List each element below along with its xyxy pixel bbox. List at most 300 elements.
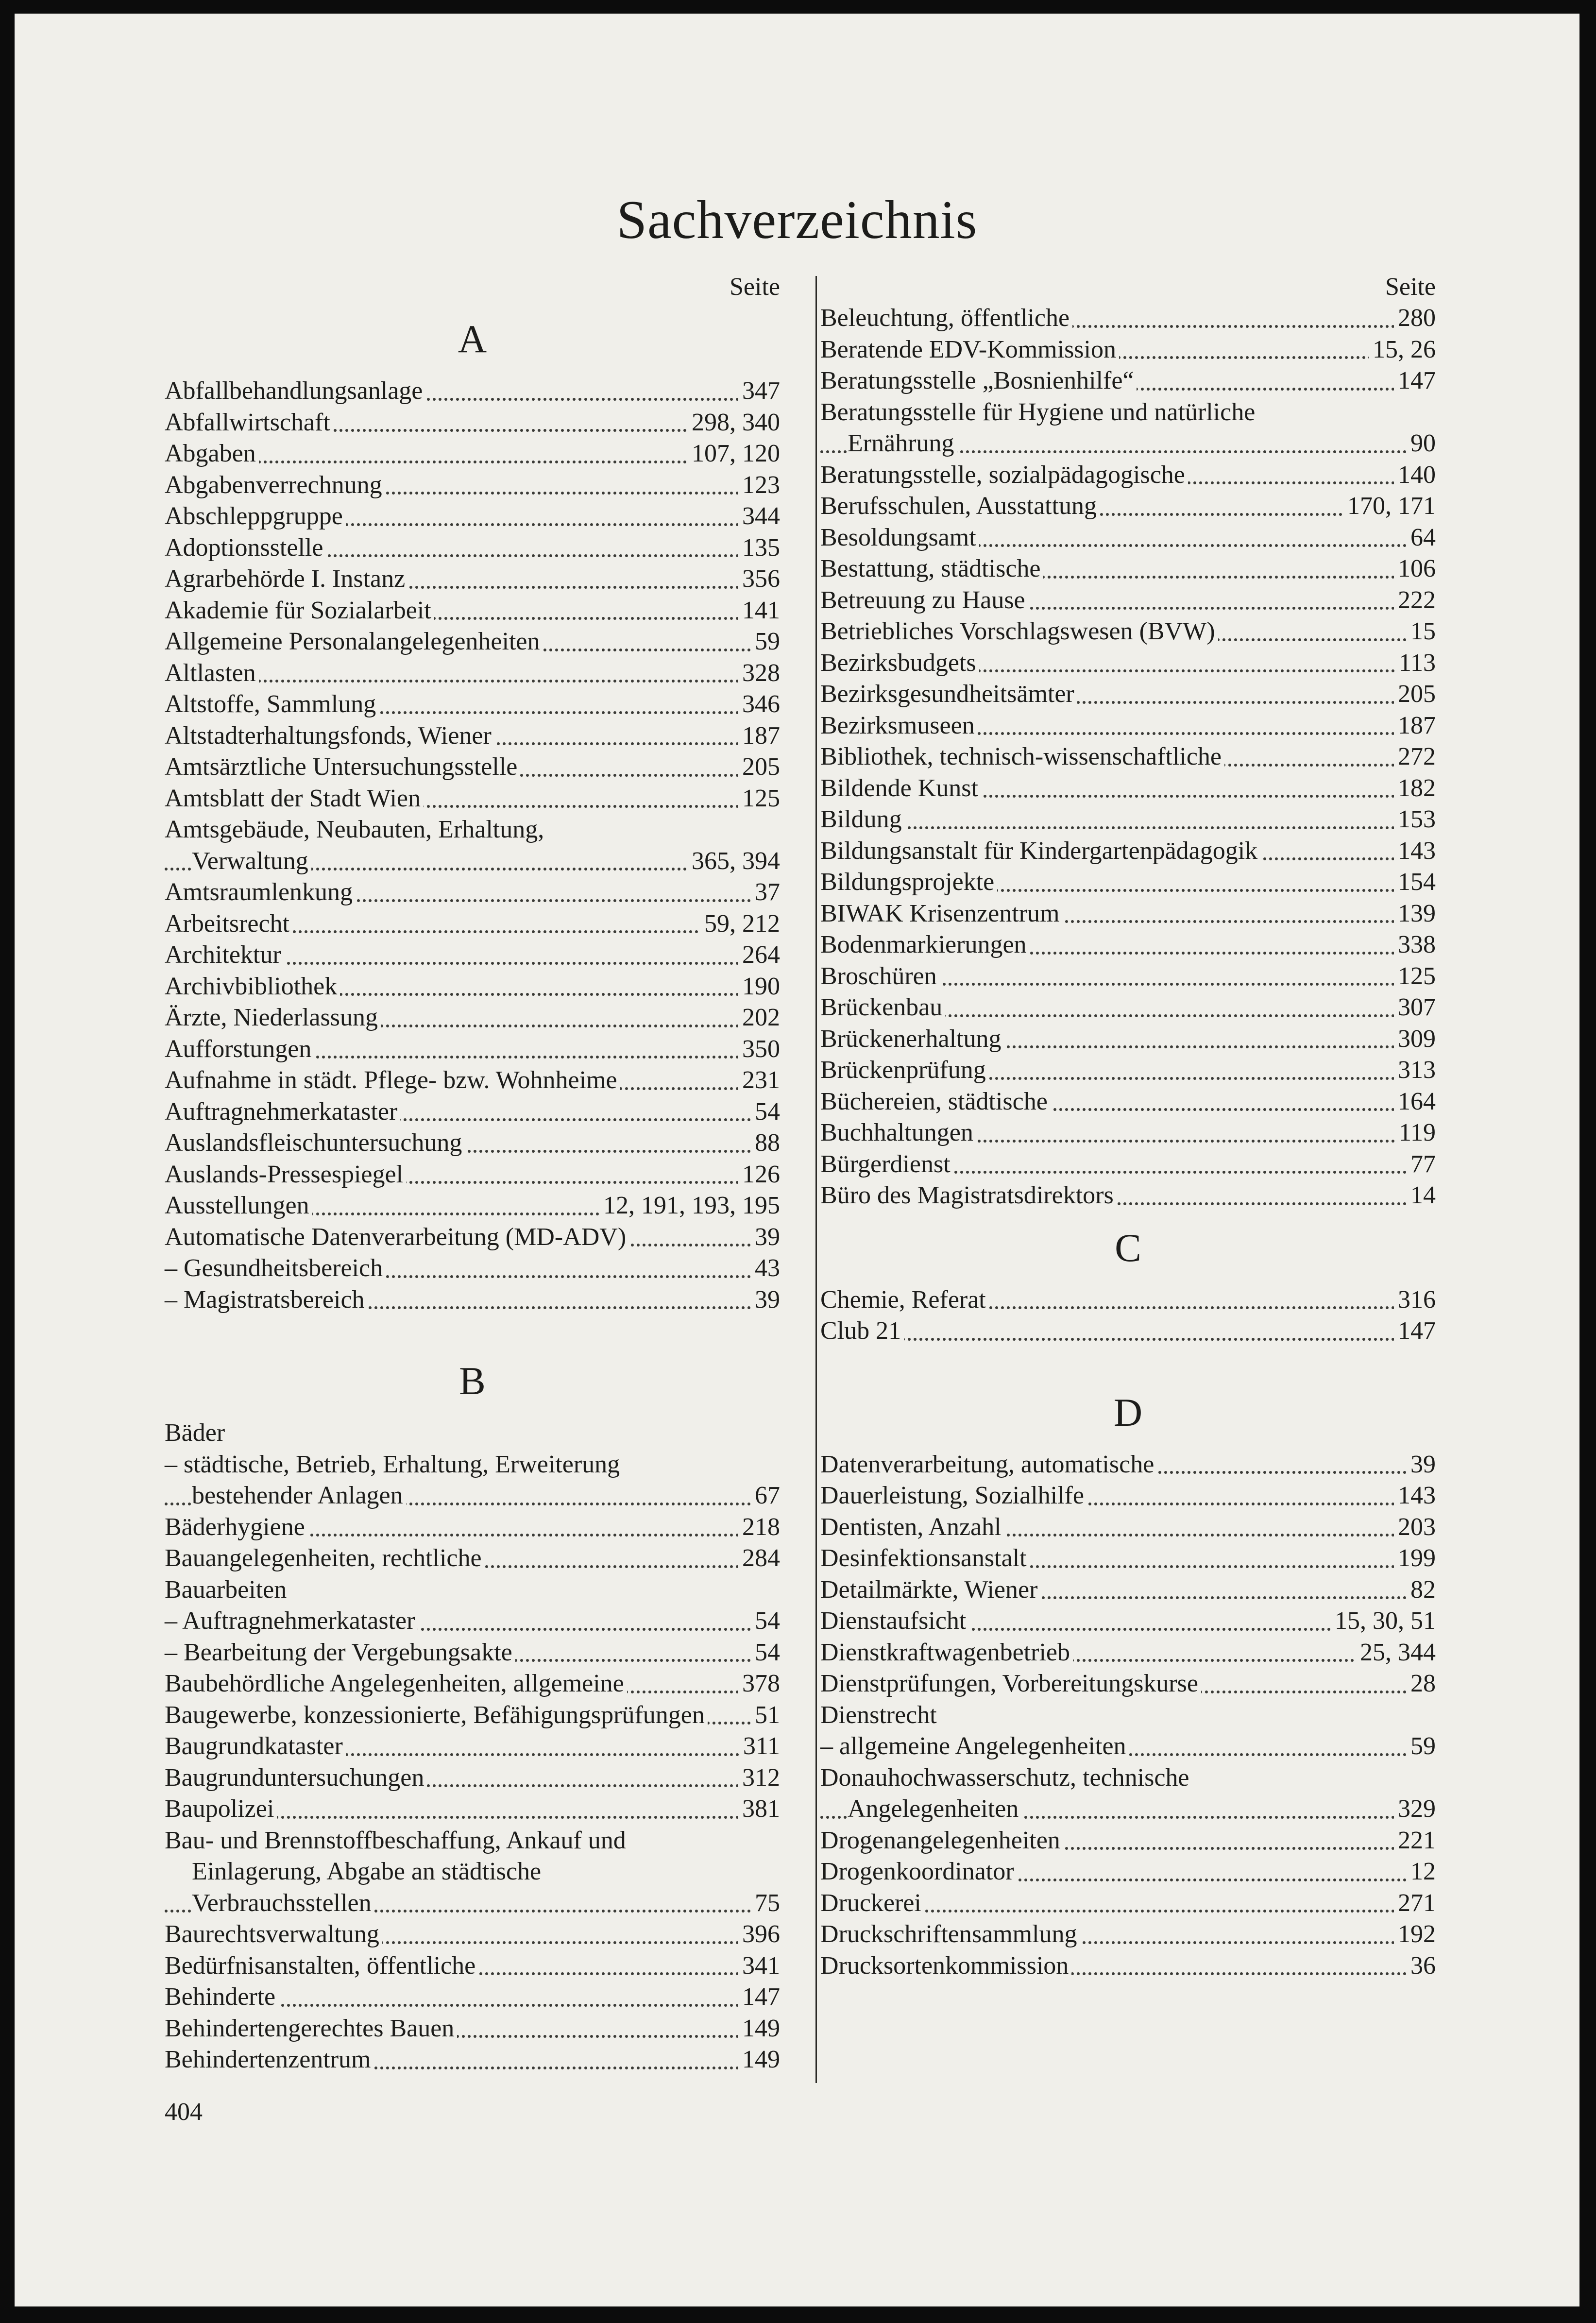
index-entry: [820, 961, 1436, 992]
entry-term: Betreuung zu Hause: [820, 586, 1028, 614]
index-entry: [165, 1825, 780, 1857]
index-entry: [820, 1731, 1436, 1762]
entry-term: Dauerleistung, Sozialhilfe: [820, 1482, 1087, 1509]
index-entry: [820, 741, 1436, 773]
entry-term: Abschleppgruppe: [165, 502, 346, 530]
entry-term: Bestattung, städtische: [820, 555, 1043, 582]
index-entry: [820, 1637, 1436, 1669]
seite-label: Seite: [1385, 273, 1436, 301]
index-entry: [820, 1180, 1436, 1212]
entry-page-ref: 149: [738, 2044, 780, 2076]
index-entry: [820, 585, 1436, 616]
entry-page-ref: 328: [738, 658, 780, 689]
entry-term: – Magistratsbereich: [165, 1286, 368, 1314]
index-entry: [165, 1668, 780, 1700]
entry-term: Buchhaltungen: [820, 1119, 976, 1146]
index-entry: [820, 1149, 1436, 1180]
index-entry: [820, 303, 1436, 334]
entry-page-ref: 15, 26: [1369, 334, 1436, 366]
entry-term: Bildende Kunst: [820, 774, 981, 802]
entry-term: Auslands-Pressespiegel: [165, 1161, 406, 1188]
index-entry: [820, 1856, 1436, 1888]
entry-term: Amtsgebäude, Neubauten, Erhaltung,: [165, 816, 547, 843]
index-entry: [165, 846, 780, 877]
index-entry: [165, 1543, 780, 1574]
entry-term: Baugrundkataster: [165, 1732, 346, 1760]
entry-term: Broschüren: [820, 962, 940, 990]
entry-term: Desinfektionsanstalt: [820, 1544, 1030, 1572]
index-entry: [165, 720, 780, 752]
index-entry: [820, 804, 1436, 836]
entry-page-ref: 90: [1407, 428, 1436, 460]
index-entry: [165, 501, 780, 532]
entry-page-ref: 307: [1394, 992, 1436, 1024]
index-entry: [165, 1762, 780, 1794]
entry-page-ref: 205: [1394, 679, 1436, 710]
entry-term: Büchereien, städtische: [820, 1088, 1051, 1115]
entry-page-ref: 187: [738, 720, 780, 752]
index-entry: [820, 1888, 1436, 1919]
dot-leader: [820, 1338, 1436, 1341]
entry-term: Verwaltung: [192, 847, 311, 875]
index-entry: [165, 1637, 780, 1669]
entry-term: Dienstrecht: [820, 1701, 940, 1729]
entry-page-ref: 192: [1394, 1919, 1436, 1950]
index-entry: [820, 898, 1436, 930]
dot-leader: [820, 826, 1436, 829]
index-entry: [165, 1096, 780, 1128]
entry-page-ref: 64: [1407, 522, 1436, 554]
index-entry: [165, 1449, 780, 1481]
entry-page-ref: 113: [1395, 648, 1436, 679]
entry-page-ref: 312: [738, 1762, 780, 1794]
entry-page-ref: 39: [751, 1222, 780, 1253]
index-entry: [165, 814, 780, 846]
entry-page-ref: 313: [1394, 1055, 1436, 1086]
entry-page-ref: 381: [738, 1793, 780, 1825]
entry-term: Brückenbau: [820, 993, 945, 1021]
entry-page-ref: 54: [751, 1637, 780, 1669]
index-entry: [820, 1117, 1436, 1149]
index-entry: [820, 1762, 1436, 1794]
index-entry: [165, 1127, 780, 1159]
entry-term: Allgemeine Personalangelegenheiten: [165, 628, 543, 655]
entry-page-ref: 82: [1407, 1574, 1436, 1606]
entry-term: Arbeitsrecht: [165, 910, 292, 938]
index-entry: [820, 1825, 1436, 1857]
entry-page-ref: 346: [738, 689, 780, 720]
entry-term: Drogenangelegenheiten: [820, 1827, 1063, 1854]
entry-page-ref: 123: [738, 470, 780, 501]
entry-term: Archivbibliothek: [165, 973, 340, 1000]
entry-term: Abgabenverrechnung: [165, 471, 385, 499]
index-entry: [820, 428, 1436, 460]
entry-page-ref: 59: [1407, 1731, 1436, 1762]
index-entry: [820, 679, 1436, 710]
index-entry: [820, 1700, 1436, 1731]
entry-page-ref: 125: [738, 783, 780, 815]
entry-term: Auslandsfleischuntersuchung: [165, 1129, 465, 1157]
entry-page-ref: 12, 191, 193, 195: [599, 1190, 780, 1222]
index-entries-right: [820, 303, 1436, 1981]
entry-page-ref: 51: [751, 1700, 780, 1731]
entry-page-ref: 143: [1394, 836, 1436, 867]
entry-page-ref: 205: [738, 752, 780, 783]
index-entry: [820, 648, 1436, 679]
entry-page-ref: 284: [738, 1543, 780, 1574]
index-entry: [820, 1574, 1436, 1606]
entry-page-ref: 140: [1394, 460, 1436, 491]
index-entry: [165, 1919, 780, 1950]
index-entry: [820, 867, 1436, 898]
index-entry: [165, 1606, 780, 1637]
entry-page-ref: 139: [1394, 898, 1436, 930]
entry-term: Drucksortenkommission: [820, 1952, 1071, 1980]
index-entry: [165, 971, 780, 1003]
entry-page-ref: 37: [751, 877, 780, 908]
entry-page-ref: 28: [1407, 1668, 1436, 1700]
index-entry: [165, 783, 780, 815]
index-entry: [165, 626, 780, 658]
entry-page-ref: 187: [1394, 710, 1436, 742]
entry-term: Behinderte: [165, 1983, 278, 2011]
entry-page-ref: 264: [738, 939, 780, 971]
index-entry: [820, 1024, 1436, 1055]
entry-term: Bauarbeiten: [165, 1576, 289, 1604]
index-entry: [820, 1055, 1436, 1086]
index-entry: [165, 908, 780, 940]
index-entry: [820, 1793, 1436, 1825]
entry-page-ref: 15: [1407, 616, 1436, 648]
index-entry: [820, 1449, 1436, 1481]
seite-label: Seite: [730, 273, 780, 301]
entry-term: Drogenkoordinator: [820, 1858, 1017, 1885]
entry-page-ref: 59, 212: [700, 908, 780, 940]
entry-page-ref: 125: [1394, 961, 1436, 992]
entry-page-ref: 344: [738, 501, 780, 532]
index-entry: [820, 397, 1436, 428]
entry-term: Agrarbehörde I. Instanz: [165, 565, 408, 593]
index-entry: [165, 1159, 780, 1191]
entry-term: BIWAK Krisenzentrum: [820, 900, 1062, 927]
entry-term: Behindertengerechtes Bauen: [165, 2015, 457, 2042]
entry-page-ref: 107, 120: [688, 438, 780, 470]
entry-term: Adoptionsstelle: [165, 534, 326, 562]
entry-term: bestehender Anlagen: [192, 1482, 406, 1509]
entry-page-ref: 347: [738, 376, 780, 407]
entry-page-ref: 221: [1394, 1825, 1436, 1857]
entry-page-ref: 329: [1394, 1793, 1436, 1825]
index-entry: [165, 470, 780, 501]
entry-term: Altstadterhaltungsfonds, Wiener: [165, 722, 494, 750]
entry-term: Dienstaufsicht: [820, 1607, 969, 1635]
index-entry: [165, 595, 780, 627]
entry-page-ref: 149: [738, 2013, 780, 2045]
index-entry: [820, 1950, 1436, 1982]
page-number: 404: [165, 2098, 203, 2126]
index-entry: [165, 407, 780, 439]
entry-page-ref: 141: [738, 595, 780, 627]
entry-page-ref: 271: [1394, 1888, 1436, 1919]
index-entries-left: [165, 303, 780, 2076]
section-letter: B: [459, 1359, 486, 1403]
entry-page-ref: 164: [1394, 1086, 1436, 1118]
entry-term: Auftragnehmerkataster: [165, 1098, 400, 1126]
entry-term: Abgaben: [165, 440, 259, 467]
entry-page-ref: 378: [738, 1668, 780, 1700]
index-entry: [820, 1284, 1436, 1316]
index-entry: [820, 460, 1436, 491]
index-entry: [165, 1574, 780, 1606]
entry-page-ref: 311: [739, 1731, 780, 1762]
entry-term: Chemie, Referat: [820, 1286, 989, 1314]
section-letter: D: [1113, 1390, 1143, 1435]
entry-term: Ernährung: [848, 429, 957, 457]
entry-page-ref: 298, 340: [688, 407, 780, 439]
index-entry: [165, 438, 780, 470]
entry-term: Einlagerung, Abgabe an städtische: [192, 1858, 544, 1885]
entry-page-ref: 231: [738, 1065, 780, 1096]
entry-page-ref: 218: [738, 1512, 780, 1543]
entry-page-ref: 309: [1394, 1024, 1436, 1055]
entry-term: Ausstellungen: [165, 1192, 312, 1219]
index-entry: [165, 1700, 780, 1731]
entry-page-ref: 135: [738, 532, 780, 564]
page-title: Sachverzeichnis: [616, 190, 978, 250]
entry-term: Bildungsanstalt für Kindergartenpädagogik: [820, 837, 1260, 865]
index-entry: [165, 1190, 780, 1222]
entry-term: Bezirksmuseen: [820, 712, 978, 739]
entry-page-ref: 39: [1407, 1449, 1436, 1481]
entry-term: Betriebliches Vorschlagswesen (BVW): [820, 617, 1218, 645]
entry-term: Verbrauchsstellen: [192, 1889, 374, 1917]
entry-term: Bildungsprojekte: [820, 868, 997, 896]
entry-page-ref: 154: [1394, 867, 1436, 898]
entry-page-ref: 143: [1394, 1480, 1436, 1512]
entry-page-ref: 147: [1394, 365, 1436, 397]
index-entry: [165, 877, 780, 908]
entry-term: Amtsblatt der Stadt Wien: [165, 785, 424, 812]
entry-term: Beratungsstelle für Hygiene und natürliche: [820, 398, 1258, 426]
entry-term: – Gesundheitsbereich: [165, 1254, 386, 1282]
index-entry: [820, 1919, 1436, 1950]
entry-term: Druckerei: [820, 1889, 924, 1917]
entry-term: Ärzte, Niederlassung: [165, 1004, 381, 1031]
entry-term: Baubehördliche Angelegenheiten, allgemeine: [165, 1670, 627, 1697]
entry-page-ref: 67: [751, 1480, 780, 1512]
entry-term: Bau- und Brennstoffbeschaffung, Ankauf und: [165, 1827, 629, 1854]
entry-page-ref: 14: [1407, 1180, 1436, 1212]
entry-page-ref: 54: [751, 1096, 780, 1128]
entry-page-ref: 396: [738, 1919, 780, 1950]
index-entry: [820, 1480, 1436, 1512]
entry-term: Detailmärkte, Wiener: [820, 1576, 1040, 1604]
index-entry: [165, 532, 780, 564]
entry-page-ref: 280: [1394, 303, 1436, 334]
index-entry: [165, 564, 780, 595]
entry-term: Amtsärztliche Untersuchungsstelle: [165, 753, 520, 781]
entry-page-ref: 350: [738, 1034, 780, 1065]
entry-page-ref: 126: [738, 1159, 780, 1191]
entry-term: Baugrunduntersuchungen: [165, 1764, 427, 1792]
index-entry: [820, 1086, 1436, 1118]
entry-term: – allgemeine Angelegenheiten: [820, 1732, 1129, 1760]
index-entry: [165, 1418, 780, 1449]
entry-term: Druckschriftensammlung: [820, 1920, 1080, 1948]
entry-term: Datenverarbeitung, automatische: [820, 1451, 1157, 1478]
entry-term: Beleuchtung, öffentliche: [820, 304, 1072, 332]
entry-page-ref: 222: [1394, 585, 1436, 616]
index-entry: [820, 992, 1436, 1024]
entry-term: – städtische, Betrieb, Erhaltung, Erweiterung: [165, 1451, 623, 1478]
index-entry: [165, 1981, 780, 2013]
entry-term: Baurechtsverwaltung: [165, 1920, 382, 1948]
entry-page-ref: 356: [738, 564, 780, 595]
entry-term: Automatische Datenverarbeitung (MD-ADV): [165, 1223, 629, 1251]
entry-page-ref: 272: [1394, 741, 1436, 773]
book-page: [15, 14, 1579, 2306]
index-entry: [165, 376, 780, 407]
entry-page-ref: 106: [1394, 553, 1436, 585]
index-entry: [165, 1480, 780, 1512]
index-entry: [165, 1222, 780, 1253]
entry-page-ref: 199: [1394, 1543, 1436, 1574]
index-entry: [820, 1606, 1436, 1637]
entry-term: Baupolizei: [165, 1795, 277, 1823]
index-entry: [820, 491, 1436, 522]
index-entry: [820, 1315, 1436, 1347]
entry-page-ref: 77: [1407, 1149, 1436, 1180]
entry-page-ref: 36: [1407, 1950, 1436, 1982]
entry-term: Aufforstungen: [165, 1035, 314, 1063]
entry-term: Dienstprüfungen, Vorbereitungskurse: [820, 1670, 1201, 1697]
index-entry: [165, 1002, 780, 1034]
entry-term: Bezirksbudgets: [820, 649, 979, 677]
index-entry: [165, 689, 780, 720]
index-entry: [820, 836, 1436, 867]
entry-term: Baugewerbe, konzessionierte, Befähigungsprüfungen: [165, 1701, 708, 1729]
entry-term: Amtsraumlenkung: [165, 878, 356, 906]
index-entry: [165, 2044, 780, 2076]
entry-term: Club 21: [820, 1317, 904, 1345]
index-entry: [820, 616, 1436, 648]
index-column-right: [820, 271, 1436, 1981]
entry-term: Aufnahme in städt. Pflege- bzw. Wohnheime: [165, 1066, 620, 1094]
entry-term: Besoldungsamt: [820, 524, 979, 551]
entry-term: Akademie für Sozialarbeit: [165, 597, 434, 624]
entry-page-ref: 338: [1394, 929, 1436, 961]
entry-term: Bürgerdienst: [820, 1150, 953, 1178]
entry-term: Angelegenheiten: [848, 1795, 1021, 1823]
entry-term: Bildung: [820, 805, 905, 833]
index-entry: [820, 1668, 1436, 1700]
entry-term: Dentisten, Anzahl: [820, 1513, 1004, 1541]
index-entry: [820, 553, 1436, 585]
entry-page-ref: 75: [751, 1888, 780, 1919]
entry-term: Architektur: [165, 941, 284, 969]
section-letter: A: [458, 317, 487, 361]
index-entry: [165, 1065, 780, 1096]
entry-term: Brückenerhaltung: [820, 1025, 1004, 1053]
entry-term: Bedürfnisanstalten, öffentliche: [165, 1952, 478, 1980]
entry-page-ref: 341: [738, 1950, 780, 1982]
entry-page-ref: 182: [1394, 773, 1436, 804]
entry-term: Büro des Magistratsdirektors: [820, 1181, 1117, 1209]
entry-term: Donauhochwasserschutz, technische: [820, 1764, 1192, 1792]
entry-page-ref: 365, 394: [688, 846, 780, 877]
entry-term: Brückenprüfung: [820, 1056, 989, 1084]
entry-term: Abfallwirtschaft: [165, 409, 333, 436]
entry-page-ref: 43: [751, 1253, 780, 1284]
entry-term: Bezirksgesundheitsämter: [820, 680, 1077, 708]
index-entry: [165, 752, 780, 783]
index-entry: [165, 1950, 780, 1982]
entry-page-ref: 15, 30, 51: [1331, 1606, 1436, 1637]
entry-term: Beratungsstelle, sozialpädagogische: [820, 461, 1188, 489]
entry-page-ref: 59: [751, 626, 780, 658]
entry-page-ref: 39: [751, 1284, 780, 1316]
index-entry: [165, 2013, 780, 2045]
entry-page-ref: 316: [1394, 1284, 1436, 1316]
entry-term: Bäder: [165, 1419, 228, 1447]
entry-page-ref: 170, 171: [1343, 491, 1436, 522]
index-entry: [820, 773, 1436, 804]
index-entry: [165, 1888, 780, 1919]
index-entry: [165, 1512, 780, 1543]
index-entry: [165, 1253, 780, 1284]
entry-term: Abfallbehandlungsanlage: [165, 377, 425, 405]
entry-page-ref: 119: [1395, 1117, 1436, 1149]
entry-term: – Auftragnehmerkataster: [165, 1607, 418, 1635]
index-entry: [165, 658, 780, 689]
index-entry: [820, 1543, 1436, 1574]
index-entry: [165, 1793, 780, 1825]
entry-page-ref: 202: [738, 1002, 780, 1034]
entry-term: Bodenmarkierungen: [820, 931, 1030, 958]
index-entry: [820, 522, 1436, 554]
index-entry: [165, 1856, 780, 1888]
entry-term: Behindertenzentrum: [165, 2046, 374, 2073]
entry-page-ref: 203: [1394, 1512, 1436, 1543]
entry-page-ref: 147: [1394, 1315, 1436, 1347]
index-entry: [165, 1731, 780, 1762]
index-column-left: [165, 271, 780, 2076]
section-letter: C: [1115, 1225, 1141, 1270]
entry-term: Berufsschulen, Ausstattung: [820, 492, 1100, 520]
index-entry: [820, 1512, 1436, 1543]
entry-page-ref: 54: [751, 1606, 780, 1637]
entry-term: – Bearbeitung der Vergebungsakte: [165, 1639, 515, 1666]
index-entry: [820, 365, 1436, 397]
entry-term: Altlasten: [165, 659, 259, 687]
index-entry: [165, 939, 780, 971]
entry-page-ref: 190: [738, 971, 780, 1003]
column-divider: [815, 276, 817, 2083]
entry-term: Beratungsstelle „Bosnienhilfe“: [820, 367, 1137, 394]
index-entry: [165, 1034, 780, 1065]
entry-term: Beratende EDV-Kommission: [820, 336, 1119, 363]
entry-page-ref: 12: [1407, 1856, 1436, 1888]
entry-term: Altstoffe, Sammlung: [165, 690, 379, 718]
index-entry: [820, 929, 1436, 961]
entry-page-ref: 88: [751, 1127, 780, 1159]
entry-page-ref: 153: [1394, 804, 1436, 836]
entry-term: Bäderhygiene: [165, 1513, 308, 1541]
index-entry: [820, 710, 1436, 742]
entry-term: Dienstkraftwagenbetrieb: [820, 1639, 1073, 1666]
entry-term: Bauangelegenheiten, rechtliche: [165, 1544, 485, 1572]
index-entry: [820, 334, 1436, 366]
